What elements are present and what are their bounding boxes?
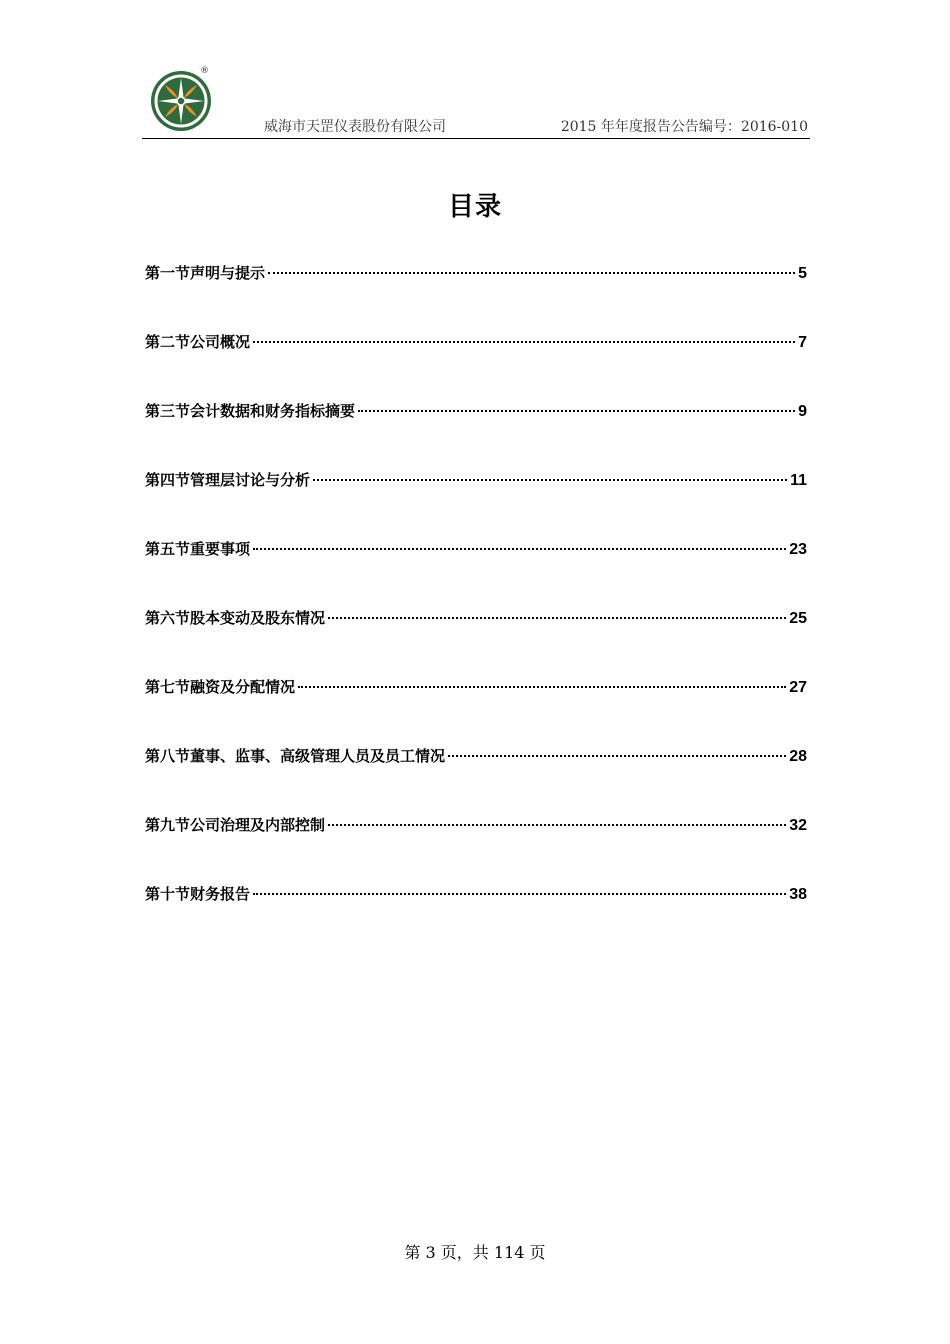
toc-entry[interactable]	[145, 469, 807, 538]
toc-dot-leader	[268, 272, 795, 274]
toc-entry-page: 7	[798, 334, 807, 351]
toc-dot-leader	[358, 410, 795, 412]
toc-entry-label: 第二节公司概况	[145, 333, 251, 351]
toc-entry[interactable]	[145, 331, 807, 400]
toc-entry[interactable]	[145, 262, 807, 331]
header-divider	[142, 138, 810, 139]
report-code: 2015 年年度报告公告编号：2016-010	[560, 119, 808, 135]
toc-entry-label: 第八节董事、监事、高级管理人员及员工情况	[145, 747, 446, 765]
toc-dot-leader	[298, 686, 786, 688]
toc-entry[interactable]	[145, 883, 807, 952]
toc-dot-leader	[253, 548, 786, 550]
table-of-contents	[145, 262, 807, 952]
toc-entry[interactable]	[145, 400, 807, 469]
page-footer: 第 3 页，共 114 页	[404, 1243, 546, 1262]
toc-entry-label: 第五节重要事项	[145, 540, 251, 558]
toc-entry[interactable]	[145, 538, 807, 607]
toc-entry-label: 第四节管理层讨论与分析	[145, 471, 311, 489]
toc-dot-leader	[253, 341, 795, 343]
toc-entry[interactable]	[145, 676, 807, 745]
toc-dot-leader	[448, 755, 786, 757]
toc-entry-page: 23	[789, 541, 807, 558]
toc-entry[interactable]	[145, 607, 807, 676]
toc-entry-label: 第七节融资及分配情况	[145, 678, 296, 696]
toc-entry-page: 38	[789, 886, 807, 903]
toc-entry-page: 25	[789, 610, 807, 627]
page-title: 目录	[447, 192, 502, 222]
toc-entry-page: 11	[790, 472, 807, 489]
toc-entry[interactable]	[145, 745, 807, 814]
toc-dot-leader	[328, 824, 786, 826]
toc-entry-label: 第三节会计数据和财务指标摘要	[145, 402, 356, 420]
toc-entry-page: 9	[798, 403, 807, 420]
toc-entry[interactable]	[145, 814, 807, 883]
toc-entry-label: 第九节公司治理及内部控制	[145, 816, 326, 834]
toc-entry-label: 第十节财务报告	[145, 885, 251, 903]
company-logo-icon	[148, 68, 214, 134]
toc-dot-leader	[328, 617, 786, 619]
toc-entry-page: 27	[789, 679, 807, 696]
registered-mark: ®	[200, 66, 209, 76]
toc-entry-page: 28	[789, 748, 807, 765]
page-header	[142, 64, 810, 138]
toc-entry-page: 32	[789, 817, 807, 834]
toc-entry-page: 5	[798, 265, 807, 282]
toc-dot-leader	[253, 893, 786, 895]
toc-dot-leader	[313, 479, 787, 481]
company-name: 威海市天罡仪表股份有限公司	[264, 119, 446, 135]
toc-entry-label: 第一节声明与提示	[145, 264, 266, 282]
toc-entry-label: 第六节股本变动及股东情况	[145, 609, 326, 627]
